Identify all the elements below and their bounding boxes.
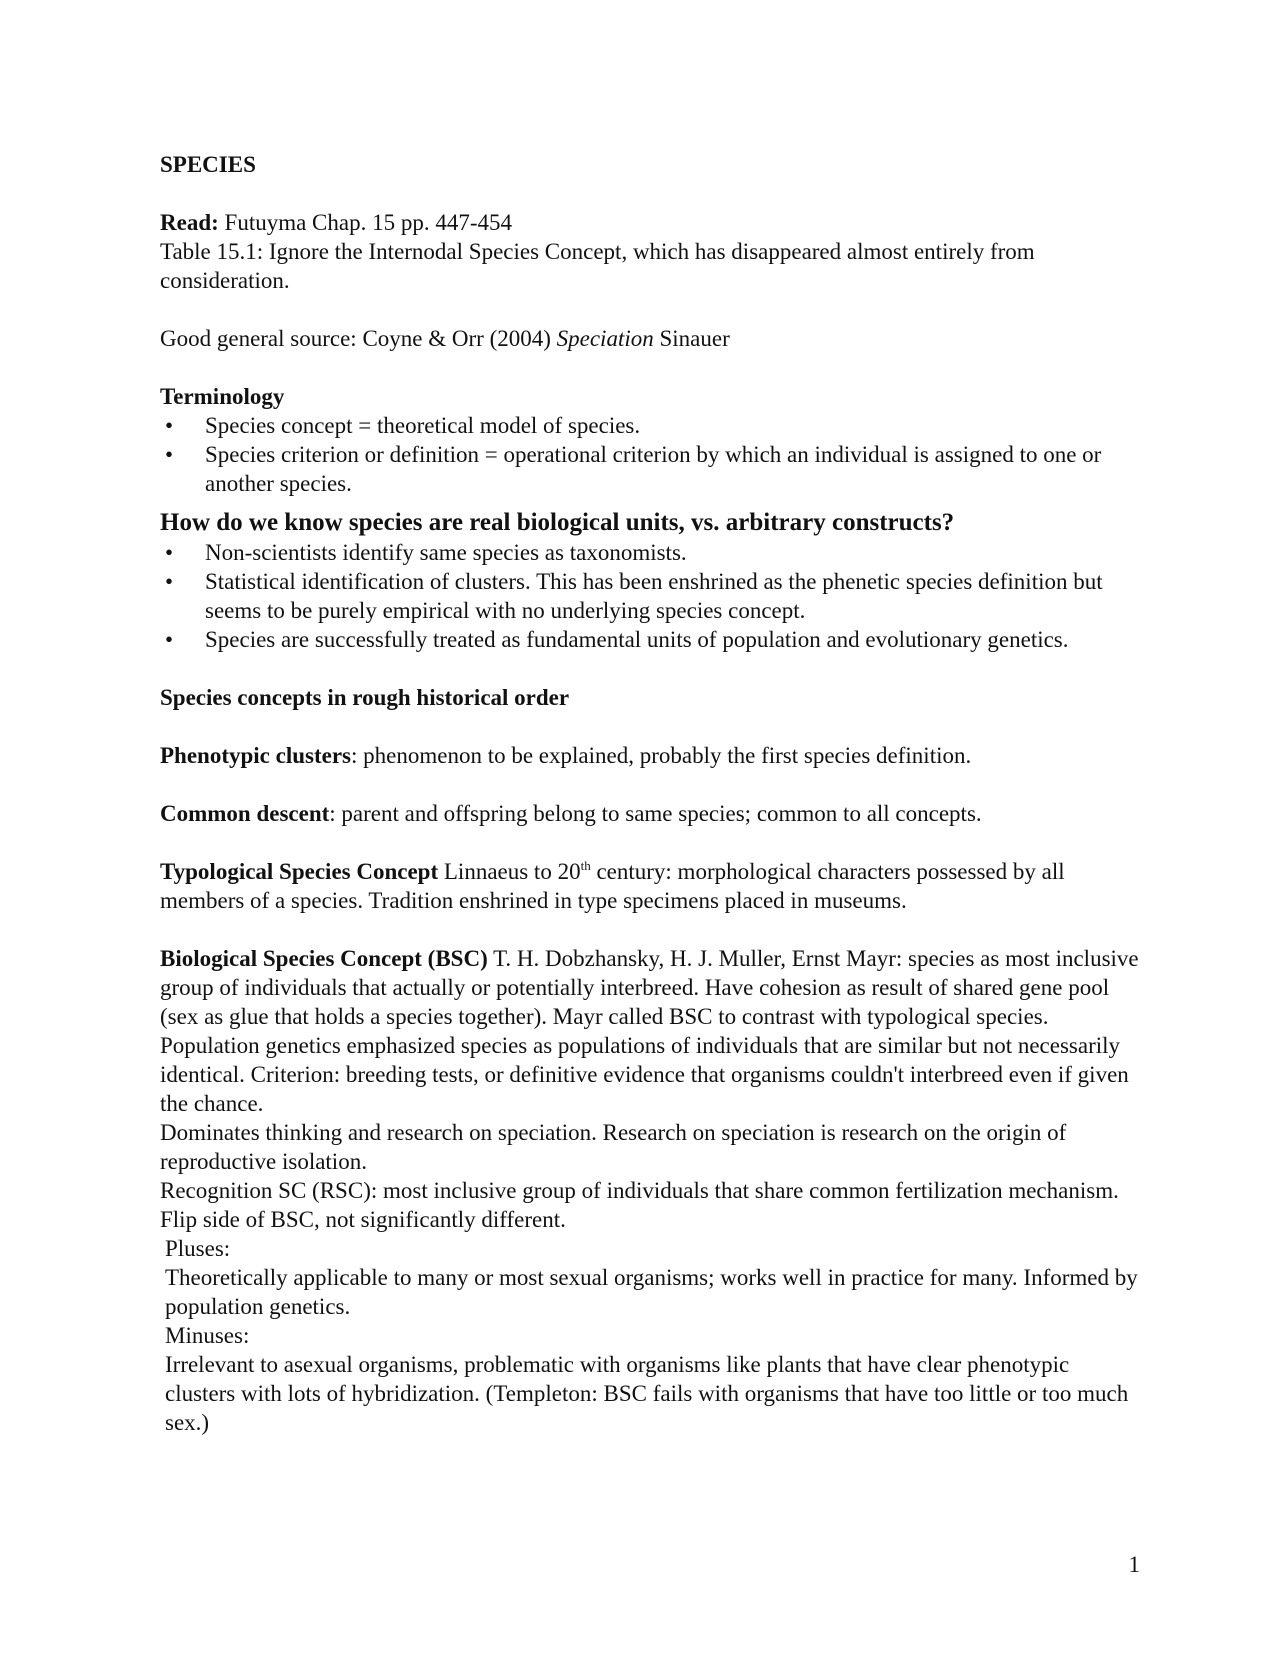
list-item: • Species are successfully treated as fundamental units of population and evolutionary genetics. (165, 627, 1069, 652)
list-item: • Species concept = theoretical model of species. (165, 413, 641, 438)
bsc-recognition: Recognition SC (RSC): most inclusive group of individuals that share common fertilization mechanism. Flip side of BSC, not significantly different. (160, 1178, 1119, 1232)
typological-term: Typological Species Concept (160, 859, 439, 884)
spacer (160, 353, 1145, 382)
bullet-icon: • (165, 413, 174, 438)
spacer (160, 770, 1145, 799)
spacer (160, 295, 1145, 324)
terminology-list (160, 411, 1145, 498)
bsc-dominates: Dominates thinking and research on speciation. Research on speciation is research on the origin of reproductive isolation. (160, 1120, 1067, 1174)
bsc-paragraph (160, 944, 1145, 1118)
phenotypic-clusters-paragraph (160, 741, 1145, 770)
document-body (160, 150, 1145, 1437)
spacer (160, 712, 1145, 741)
minuses-label: Minuses: (165, 1323, 250, 1348)
real-units-heading: How do we know species are real biological units, vs. arbitrary constructs? (160, 509, 955, 536)
pluses-label: Pluses: (165, 1236, 231, 1261)
real-units-list (160, 538, 1145, 654)
source-prefix: Good general source: Coyne & Orr (2004) (160, 326, 557, 351)
common-descent-paragraph (160, 799, 1145, 828)
read-text: Futuyma Chap. 15 pp. 447-454 (218, 210, 513, 235)
phenotypic-text: : phenomenon to be explained, probably the first species definition. (351, 743, 972, 768)
spacer (160, 654, 1145, 683)
source-book-title: Speciation (556, 326, 654, 351)
typological-paragraph: Typological Species Concept Linnaeus to 20th century: morphological characters possessed by all members of a species. Tradition enshrined in type specimens placed in museums. (160, 858, 1065, 913)
bullet-icon: • (165, 569, 174, 594)
page-number: 1 (1128, 1552, 1140, 1577)
bsc-term: Biological Species Concept (BSC) (160, 946, 488, 971)
superscript-th: th (580, 858, 591, 873)
bullet-icon: • (165, 540, 174, 565)
bullet-icon: • (165, 442, 174, 467)
spacer (160, 828, 1145, 857)
bsc-text: T. H. Dobzhansky, H. J. Muller, Ernst Mayr: species as most inclusive group of individuals that actually or potentially interbreed. Have cohesion as result of shared gene pool (sex as glue that holds a species together). Mayr called BSC to contrast with typological species. Population genetics emphasized species as populations of individuals that are similar but not necessarily identical. Criterion: breeding tests, or definitive evidence that organisms couldn't interbreed even if given the chance. (160, 946, 1139, 1116)
list-item: • Statistical identification of clusters. This has been enshrined as the phenetic species definition but seems to be purely empirical with no underlying species concept. (165, 569, 1103, 623)
table-note: Table 15.1: Ignore the Internodal Species Concept, which has disappeared almost entirely from consideration. (160, 239, 1035, 293)
pluses-text: Theoretically applicable to many or most sexual organisms; works well in practice for many. Informed by population genetics. (165, 1265, 1138, 1319)
minuses-text: Irrelevant to asexual organisms, problematic with organisms like plants that have clear phenotypic clusters with lots of hybridization. (Templeton: BSC fails with organisms that have too little or too much sex.) (165, 1352, 1129, 1435)
descent-term: Common descent (160, 801, 330, 826)
spacer (160, 179, 1145, 208)
descent-text: : parent and offspring belong to same species; common to all concepts. (329, 801, 982, 826)
bullet-icon: • (165, 627, 174, 652)
concepts-heading: Species concepts in rough historical order (160, 685, 570, 710)
list-item: • Non-scientists identify same species as taxonomists. (165, 540, 687, 565)
phenotypic-term: Phenotypic clusters (160, 743, 352, 768)
terminology-heading: Terminology (160, 384, 285, 409)
list-item: • Species criterion or definition = operational criterion by which an individual is assigned to one or another species. (165, 442, 1102, 496)
read-label: Read: (160, 210, 219, 235)
general-source (160, 324, 1145, 353)
spacer (160, 915, 1145, 944)
reading-assignment (160, 208, 1145, 237)
page-title: SPECIES (160, 152, 256, 177)
source-suffix: Sinauer (653, 326, 730, 351)
